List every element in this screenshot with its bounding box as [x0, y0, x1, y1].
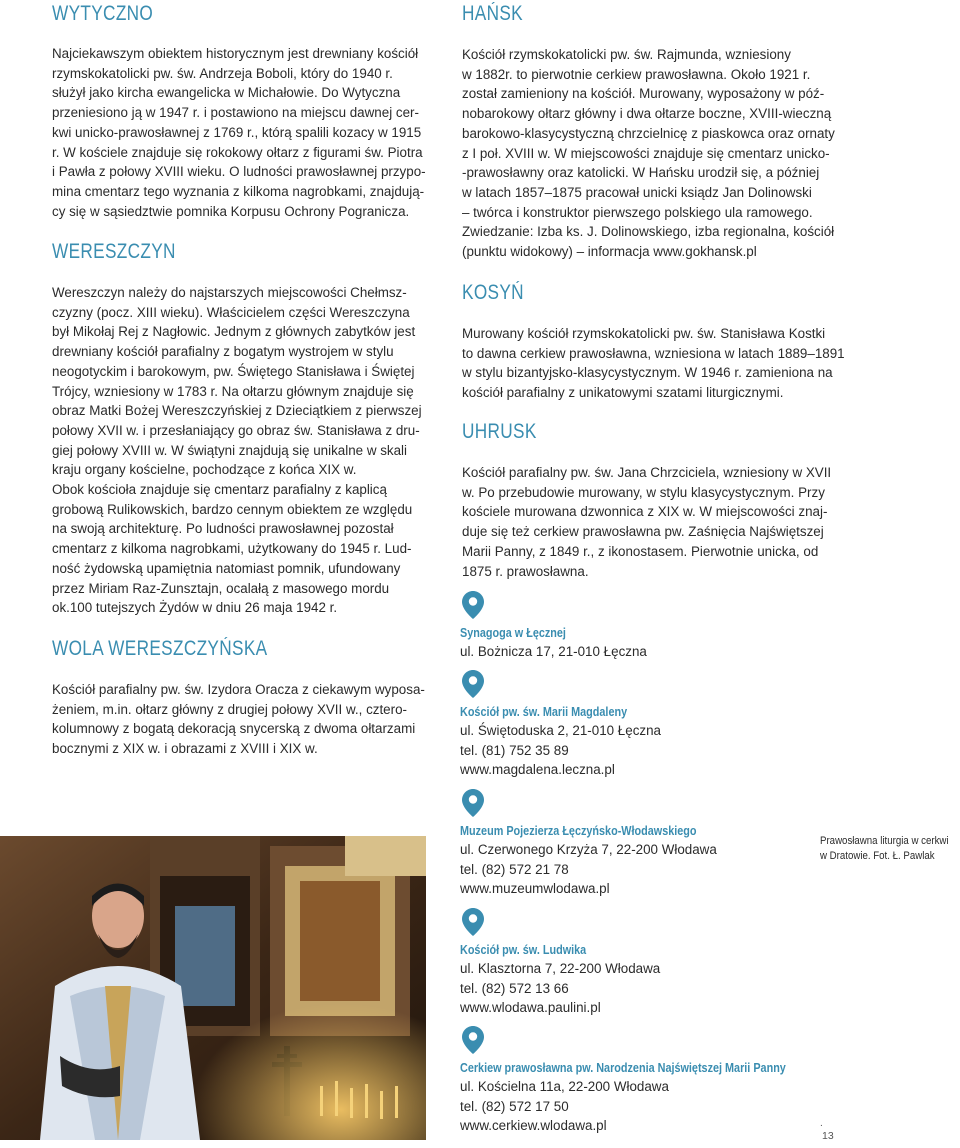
text-line: 1875 r. prawosławna. — [462, 563, 589, 579]
place-address: ul. Kościelna 11a, 22-200 Włodawa — [460, 1079, 669, 1094]
text-line: był Mikołaj Rej z Nagłowic. Jednym z głównych zabytków jest — [52, 324, 416, 340]
page-number: 13 — [822, 1130, 834, 1142]
page-number-dot: . — [820, 1118, 823, 1129]
text-line: rzymskokatolicki pw. św. Andrzeja Boboli, który do 1940 r. — [52, 65, 393, 81]
place-address: ul. Bożnicza 17, 21-010 Łęczna — [460, 644, 647, 659]
location-pin-icon — [462, 1026, 484, 1054]
text-line: czyzny (pocz. XIII wieku). Właścicielem części Wereszczyna — [52, 304, 410, 320]
text-line: kościół parafialny z unikatowymi szatami liturgicznymi. — [462, 385, 784, 401]
text-line: Obok kościoła znajduje się cmentarz parafialny z kaplicą — [52, 482, 387, 498]
text-line: w latach 1857–1875 pracował unicki ksiądz Jan Dolinowski — [462, 184, 812, 200]
text-line: – twórca i konstruktor pierwszego polskiego ula ramowego. — [462, 204, 813, 220]
text-line: kościele murowana dzwonnica z XIX w. W miejscowości znaj- — [462, 504, 828, 520]
text-line: kwi unicko-prawosławnej z 1769 r., którą spalili kozacy w 1915 — [52, 124, 422, 140]
text-line: duje się też cerkiew prawosławna pw. Zaśnięcia Najświętszej — [462, 524, 824, 540]
section-body-hansk — [462, 45, 857, 262]
text-line: został zamieniony na kościół. Murowany, wyposażony w póź- — [462, 86, 825, 102]
place-website-link[interactable]: www.muzeumwlodawa.pl — [460, 881, 610, 897]
place-name: Synagoga w Łęcznej — [460, 626, 566, 640]
photo-caption — [820, 834, 949, 864]
place-name: Kościół pw. św. Ludwika — [460, 943, 587, 957]
text-line: to dawna cerkiew prawosławna, wzniesiona w latach 1889–1891 — [462, 345, 845, 361]
text-line: ok.100 tutejszych Żydów w dniu 26 maja 1942 r. — [52, 600, 338, 616]
place-address: ul. Czerwonego Krzyża 7, 22-200 Włodawa — [460, 842, 717, 857]
text-line: giej połowy XVIII w. W świątyni znajdują się unikalne w skali — [52, 442, 408, 458]
text-line: Kościół rzymskokatolicki pw. św. Rajmunda, wzniesiony — [462, 47, 791, 62]
place-phone: tel. (82) 572 21 78 — [460, 861, 569, 877]
liturgy-photo — [0, 836, 426, 1140]
text-line: barokowo-klasycystyczną chrzcielnicę z piaskowca oraz ornaty — [462, 125, 835, 141]
section-title-kosyn: KOSYŃ — [462, 281, 524, 304]
text-line: obraz Matki Bożej Wereszczyńskiej z Dzieciątkiem z pierwszej — [52, 403, 422, 419]
text-line: grobową Rulikowskich, bardzo cennym obiektem ze względu — [52, 501, 413, 517]
place-muzeum-pojezierza — [460, 789, 780, 899]
text-line: Kościół parafialny pw. św. Jana Chrzciciela, wzniesiony w XVII — [462, 465, 832, 480]
place-phone: tel. (82) 572 17 50 — [460, 1098, 569, 1114]
text-line: cmentarz z kilkoma nagrobkami, użytkowany do 1945 r. Lud- — [52, 541, 412, 557]
text-line: drewniany kościół parafialny z bogatym wystrojem w stylu — [52, 344, 394, 360]
text-line: kolumnowy z bogatą dekoracją snycerską z dwoma ołtarzami — [52, 721, 416, 737]
location-pin-icon — [462, 591, 484, 619]
section-body-uhrusk — [462, 463, 857, 581]
place-kosciol-marii-magdaleny — [460, 670, 780, 780]
text-line: Marii Panny, z 1849 r., z ikonostasem. Pierwotnie unicka, od — [462, 543, 819, 559]
place-name: Kościół pw. św. Marii Magdaleny — [460, 705, 628, 719]
section-title-wytyczno: WYTYCZNO — [52, 2, 154, 25]
caption-line: Prawosławna liturgia w cerkwi — [820, 835, 949, 847]
text-line: nobarokowy ołtarz główny i dwa ołtarze boczne, XVIII-wieczną — [462, 106, 832, 122]
text-line: kraju organy kościelne, pochodzące z końca XIX w. — [52, 462, 357, 478]
text-line: i Pawła z połowy XVIII wieku. O ludności prawosławnej przypo- — [52, 164, 426, 180]
text-line: Murowany kościół rzymskokatolicki pw. św. Stanisława Kostki — [462, 326, 826, 341]
place-website-link[interactable]: www.magdalena.leczna.pl — [460, 762, 615, 778]
text-line: bocznymi z XIX w. i obrazami z XVIII i XIX w. — [52, 741, 318, 757]
caption-line: w Dratowie. Fot. Ł. Pawlak — [820, 850, 935, 862]
section-title-hansk: HAŃSK — [462, 2, 523, 25]
text-line: mina cmentarz tego wyznania z kilkoma nagrobkami, znajdują- — [52, 183, 425, 199]
text-line: Najciekawszym obiektem historycznym jest drewniany kościół — [52, 46, 419, 61]
text-line: Wereszczyn należy do najstarszych miejscowości Chełmsz- — [52, 285, 407, 300]
text-line: połowy XVII w. i przesłaniający go obraz św. Stanisława z dru- — [52, 422, 420, 438]
text-line: z I poł. XVIII w. W miejscowości znajduje się cmentarz unicko- — [462, 145, 830, 161]
place-cerkiew-prawoslawna — [460, 1026, 786, 1136]
text-line: na swoją architekturę. Po ludności prawosławnej pozostał — [52, 521, 394, 537]
text-line: -prawosławny oraz katolicki. W Hańsku urodził się, a później — [462, 165, 820, 181]
section-body-wola-wereszczynska — [52, 680, 442, 759]
place-name: Muzeum Pojezierza Łęczyńsko-Włodawskiego — [460, 824, 697, 838]
text-line: Zwiedzanie: Izba ks. J. Dolinowskiego, izba regionalna, kościół — [462, 224, 835, 240]
place-address: ul. Klasztorna 7, 22-200 Włodawa — [460, 961, 661, 976]
text-line: służył jako kircha ewangelicka w Michałowie. Do Wytyczna — [52, 85, 401, 101]
text-line: ność żydowską upamiętnia natomiast pomnik, ufundowany — [52, 560, 401, 576]
place-address: ul. Świętoduska 2, 21-010 Łęczna — [460, 723, 661, 738]
section-body-wereszczyn — [52, 283, 442, 618]
section-title-wola-wereszczynska: WOLA WERESZCZYŃSKA — [52, 637, 268, 660]
text-line: (punktu widokowy) – informacja www.gokhansk.pl — [462, 244, 757, 260]
section-body-kosyn — [462, 324, 857, 403]
text-line: r. W kościele znajduje się rokokowy ołtarz z figurami św. Piotra — [52, 144, 423, 160]
text-line: w 1882r. to pierwotnie cerkiew prawosławna. Około 1921 r. — [462, 66, 811, 82]
section-title-uhrusk: UHRUSK — [462, 420, 537, 443]
text-line: Trójcy, wzniesiony w 1783 r. Na ołtarzu głównym znajduje się — [52, 383, 414, 399]
text-line: żeniem, m.in. ołtarz główny z drugiej połowy XVII w., cztero- — [52, 701, 407, 717]
text-line: przez Miriam Raz-Zunsztajn, ocalałą z masowego mordu — [52, 580, 390, 596]
text-line: Kościół parafialny pw. św. Izydora Oracza z ciekawym wyposa- — [52, 682, 425, 697]
section-body-wytyczno — [52, 44, 442, 221]
section-title-wereszczyn: WERESZCZYN — [52, 240, 176, 263]
text-line: przeniesiono ją w 1947 r. i postawiono na miejscu dawnej cer- — [52, 105, 419, 121]
text-line: w stylu bizantyjsko-klasycystycznym. W 1946 r. zamieniona na — [462, 365, 833, 381]
place-website-link[interactable]: www.wlodawa.paulini.pl — [460, 1000, 601, 1016]
location-pin-icon — [462, 670, 484, 698]
location-pin-icon — [462, 789, 484, 817]
place-phone: tel. (82) 572 13 66 — [460, 980, 569, 996]
place-synagoga-leczna — [460, 591, 780, 662]
text-line: w. Po przebudowie murowany, w stylu klasycystycznym. Przy — [462, 484, 825, 500]
text-line: neogotyckim i barokowym, pw. Świętego Stanisława i Świętej — [52, 363, 415, 379]
place-name: Cerkiew prawosławna pw. Narodzenia Najświętszej Marii Panny — [460, 1061, 786, 1075]
text-line: cy się w sąsiedztwie pomnika Korpusu Ochrony Pogranicza. — [52, 203, 410, 219]
place-kosciol-sw-ludwika — [460, 908, 780, 1018]
place-website-link[interactable]: www.cerkiew.wlodawa.pl — [460, 1118, 607, 1134]
place-phone: tel. (81) 752 35 89 — [460, 742, 569, 758]
location-pin-icon — [462, 908, 484, 936]
